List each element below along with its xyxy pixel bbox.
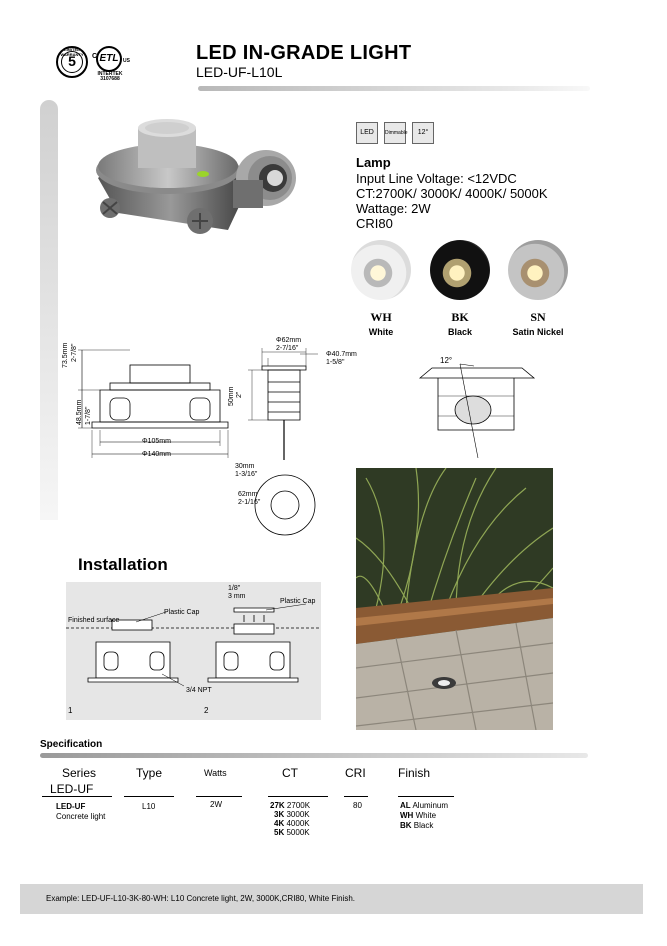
gap-inch-label: 1/8" (228, 585, 241, 592)
finish-code-sn: SN (530, 310, 546, 324)
finish-code: BK (400, 821, 412, 830)
dim-top-diameter-in: 2-7/16" (276, 345, 299, 352)
watts-underline (196, 796, 242, 797)
finish-value: Black (413, 821, 434, 830)
finish-underline (398, 796, 454, 797)
finish-value: White (415, 811, 437, 820)
step-1-label: 1 (68, 706, 73, 715)
dim-body-height: 50mm (228, 386, 235, 406)
title-underline-bar (198, 86, 590, 91)
col-header-cri: CRI (345, 766, 366, 780)
plastic-cap-label-2: Plastic Cap (280, 598, 316, 605)
beam-angle-drawing (418, 360, 538, 460)
finish-swatch-satin-nickel (508, 240, 568, 300)
trim-ring-drawing (250, 470, 320, 540)
dim-inner-diameter: Φ105mm (142, 438, 171, 445)
col-header-watts: Watts (204, 768, 227, 778)
left-side-bar (40, 100, 58, 520)
gap-mm-label: 3 mm (228, 593, 246, 600)
etl-label: INTERTEK 3107688 (97, 71, 123, 82)
ct-code: 5K (274, 828, 285, 837)
col-header-type: Type (136, 766, 163, 780)
type-value: L10 (142, 802, 156, 811)
col-header-finish: Finish (398, 766, 431, 780)
ct-row (274, 819, 310, 828)
dim-ring-inner: 30mm (235, 463, 255, 470)
series-value: LED-UF (50, 782, 94, 796)
lamp-voltage: Input Line Voltage: <12VDC (356, 171, 517, 186)
lamp-cri: CRI80 (356, 216, 393, 231)
dim-box-body: 48.5mm (76, 399, 83, 425)
step-2-label: 2 (204, 706, 209, 715)
series-code: LED-UF (56, 802, 86, 811)
cert-5-year-warranty-badge (56, 46, 88, 78)
finished-surface-label: Finished surface (68, 617, 120, 624)
watts-value: 2W (210, 800, 222, 809)
etl-c-mark: C (92, 53, 98, 60)
finish-code: WH (400, 811, 414, 820)
finish-value: Aluminum (412, 801, 449, 810)
ct-code: 3K (274, 810, 285, 819)
ct-row (274, 810, 310, 819)
ct-value: 5000K (286, 828, 310, 837)
dim-ring-inner-in: 1-3/16" (235, 471, 258, 478)
ct-code: 27K (270, 801, 285, 810)
product-image (88, 118, 310, 246)
beam-angle-icon: 12° (412, 122, 434, 144)
model-number: LED-UF-L10L (196, 64, 283, 80)
installation-heading: Installation (78, 555, 168, 574)
col-header-ct: CT (282, 766, 298, 780)
dim-box-height-in: 2-7/8" (71, 343, 78, 362)
finish-row (400, 801, 448, 810)
specification-heading: Specification (40, 739, 103, 750)
dim-outer-diameter: Φ140mm (142, 451, 171, 458)
page-title: LED IN-GRADE LIGHT (196, 42, 412, 64)
finish-code-bk: BK (451, 310, 469, 324)
dim-ring-outer: 62mm (238, 491, 258, 498)
dim-body-diameter-in: 1-5/8" (326, 359, 345, 366)
finish-swatch-black (430, 240, 490, 300)
npt-label: 3/4 NPT (186, 687, 212, 694)
dim-body-diameter: Φ40.7mm (326, 351, 357, 358)
specification-bar (40, 753, 588, 758)
finish-code-wh: WH (370, 310, 392, 324)
ct-value: 2700K (286, 801, 311, 810)
finish-row (400, 821, 433, 830)
etl-listed-badge (92, 44, 132, 84)
plastic-cap-label-1: Plastic Cap (164, 609, 200, 616)
application-photo (356, 468, 553, 730)
finish-swatch-white (351, 240, 411, 300)
example-text: Example: LED-UF-L10-3K-80-WH: L10 Concrete light, 2W, 3000K,CRI80, White Finish. (46, 894, 356, 903)
ct-row (274, 828, 310, 837)
finish-name-black: Black (447, 327, 473, 337)
cri-value: 80 (353, 801, 362, 810)
ct-row (270, 801, 310, 810)
example-footer (20, 884, 643, 914)
ct-code: 4K (274, 819, 285, 828)
finish-name-white: White (368, 327, 394, 337)
ct-underline (268, 796, 328, 797)
lamp-ct: CT:2700K/ 3000K/ 4000K/ 5000K (356, 186, 548, 201)
led-icon: LED (356, 122, 378, 144)
dim-box-body-in: 1-7/8" (85, 406, 92, 425)
finish-code: AL (400, 801, 411, 810)
ct-value: 3000K (286, 810, 310, 819)
lamp-wattage: Wattage: 2W (356, 201, 431, 216)
etl-us-mark: US (123, 58, 130, 64)
beam-angle-label: 12° (440, 356, 453, 365)
finish-name-satin-nickel: Satin Nickel (512, 327, 564, 337)
lamp-heading: Lamp (356, 155, 391, 170)
series-underline (42, 796, 112, 797)
finish-row (400, 811, 436, 820)
col-header-series: Series (62, 766, 97, 780)
type-underline (124, 796, 174, 797)
dim-top-diameter: Φ62mm (276, 337, 302, 344)
dim-box-height: 73.5mm (62, 342, 69, 368)
series-description: Concrete light (56, 812, 106, 821)
etl-mark: ETL (96, 46, 122, 72)
dim-ring-outer-in: 2-1/16" (238, 499, 261, 506)
cri-underline (344, 796, 368, 797)
dim-body-height-in: 2" (236, 391, 243, 398)
ct-value: 4000K (286, 819, 310, 828)
cert-warranty-text: LIMITED WARRANTY (60, 47, 84, 57)
cert-five-number: 5 (61, 51, 83, 73)
dimmable-icon: Dimmable (384, 122, 406, 144)
